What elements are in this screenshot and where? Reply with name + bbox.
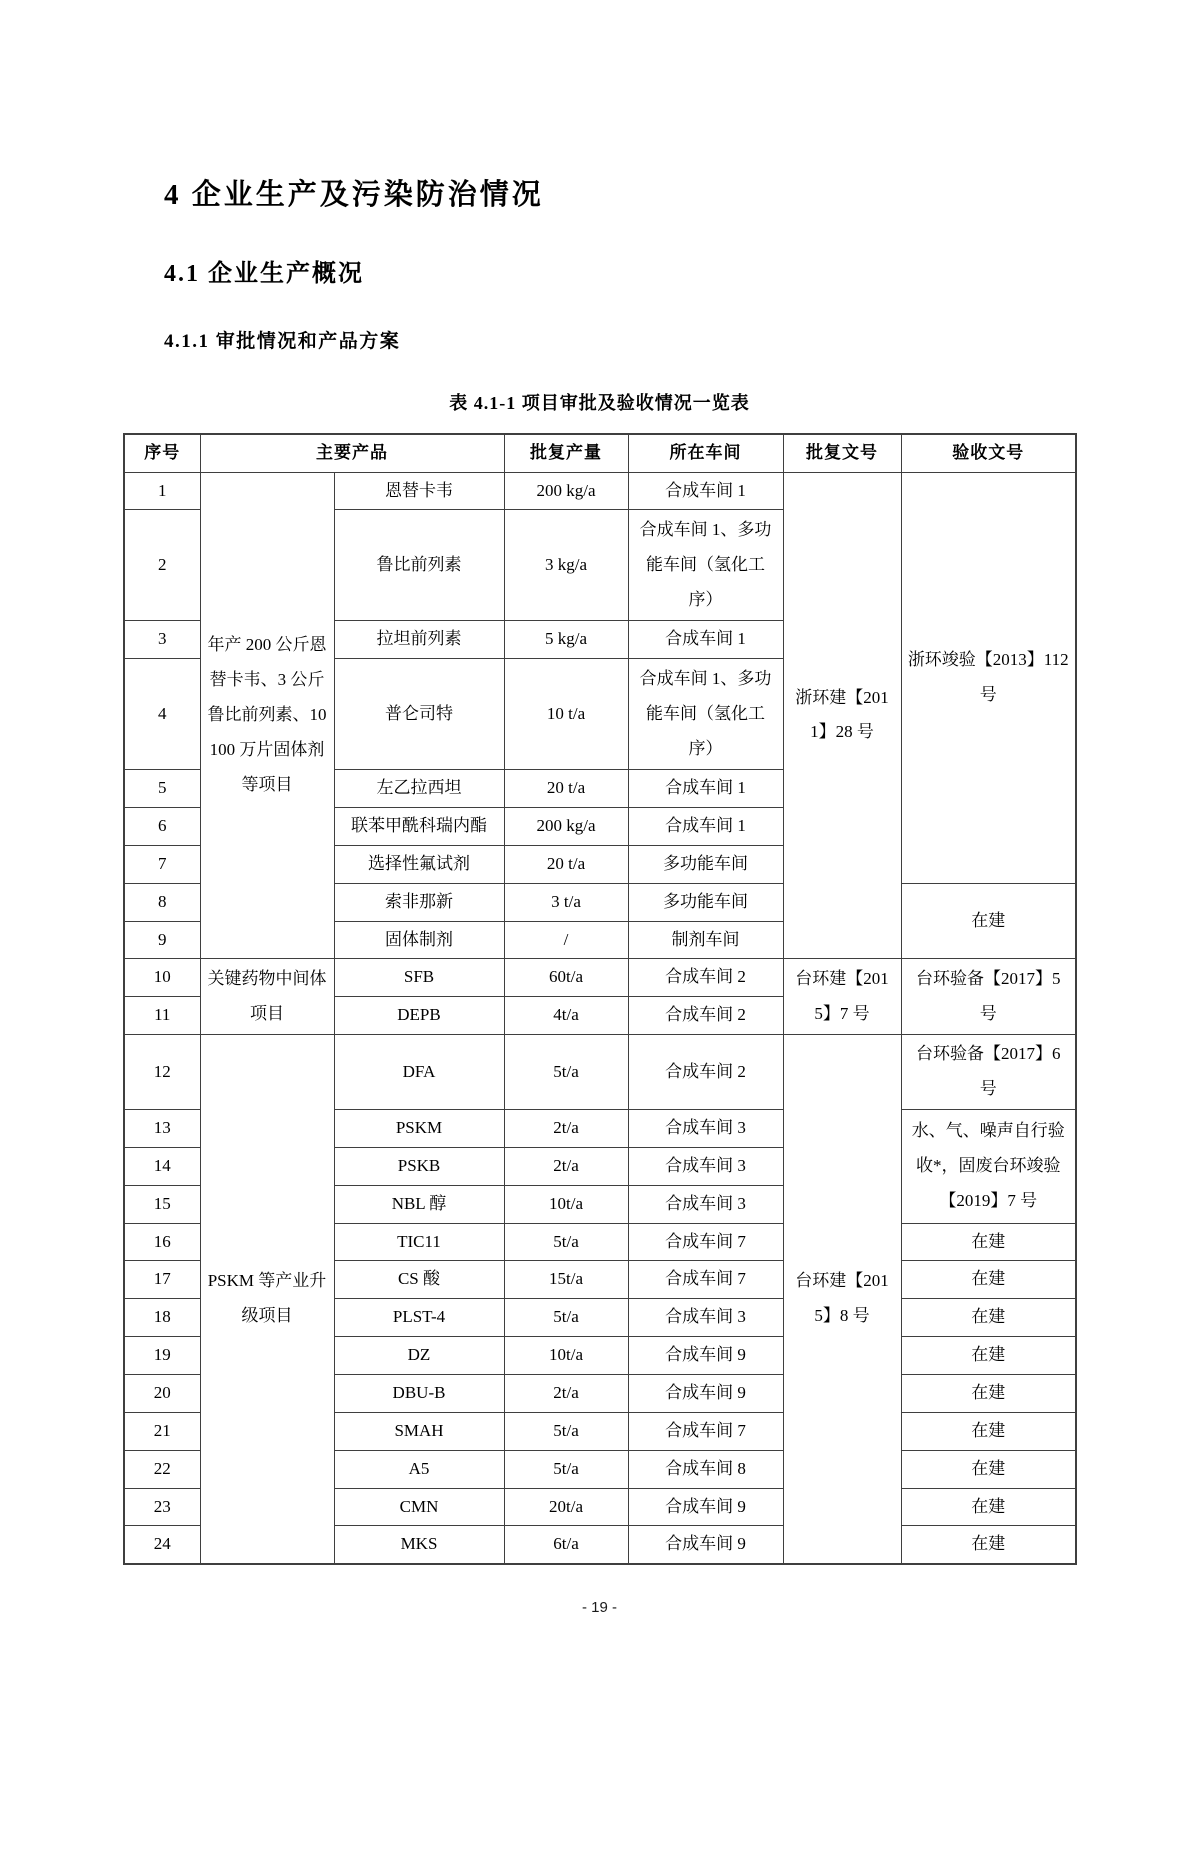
- header-approval: 批复文号: [783, 434, 901, 472]
- document-page: [0, 172, 1199, 1868]
- cell-workshop: 合成车间 3: [628, 1110, 783, 1148]
- subsection-heading: 4.1 企业生产概况: [164, 261, 364, 287]
- cell-product: MKS: [334, 1526, 504, 1564]
- table-row: [124, 472, 1076, 510]
- cell-capacity: 10t/a: [504, 1337, 628, 1375]
- cell-no: 3: [124, 621, 200, 659]
- cell-capacity: 2t/a: [504, 1110, 628, 1148]
- cell-approval-doc: 浙环建【2011】28 号: [783, 472, 901, 959]
- cell-workshop: 合成车间 3: [628, 1147, 783, 1185]
- cell-acceptance-doc: 在建: [901, 1412, 1076, 1450]
- subsubsection-heading: 4.1.1 审批情况和产品方案: [164, 331, 401, 352]
- cell-capacity: 6t/a: [504, 1526, 628, 1564]
- cell-capacity: /: [504, 921, 628, 959]
- cell-capacity: 5t/a: [504, 1299, 628, 1337]
- cell-product: CMN: [334, 1488, 504, 1526]
- cell-acceptance-doc: 在建: [901, 1488, 1076, 1526]
- cell-workshop: 多功能车间: [628, 883, 783, 921]
- header-product: 主要产品: [200, 434, 504, 472]
- cell-product: 拉坦前列素: [334, 621, 504, 659]
- cell-product: PSKB: [334, 1147, 504, 1185]
- cell-no: 11: [124, 997, 200, 1035]
- cell-acceptance-doc: 台环验备【2017】5 号: [901, 959, 1076, 1035]
- cell-workshop: 合成车间 2: [628, 1035, 783, 1110]
- cell-product: CS 酸: [334, 1261, 504, 1299]
- cell-acceptance-doc: 台环验备【2017】6 号: [901, 1035, 1076, 1110]
- cell-workshop: 合成车间 9: [628, 1337, 783, 1375]
- cell-capacity: 10t/a: [504, 1185, 628, 1223]
- cell-workshop: 合成车间 1: [628, 472, 783, 510]
- cell-capacity: 5t/a: [504, 1412, 628, 1450]
- cell-no: 21: [124, 1412, 200, 1450]
- cell-no: 17: [124, 1261, 200, 1299]
- cell-workshop: 合成车间 2: [628, 959, 783, 997]
- approval-table: [123, 433, 1077, 1565]
- cell-capacity: 15t/a: [504, 1261, 628, 1299]
- cell-no: 20: [124, 1375, 200, 1413]
- cell-workshop: 合成车间 9: [628, 1375, 783, 1413]
- cell-no: 18: [124, 1299, 200, 1337]
- cell-capacity: 2t/a: [504, 1147, 628, 1185]
- cell-workshop: 合成车间 3: [628, 1299, 783, 1337]
- cell-acceptance-doc: 在建: [901, 1261, 1076, 1299]
- cell-no: 13: [124, 1110, 200, 1148]
- cell-workshop: 合成车间 7: [628, 1223, 783, 1261]
- cell-workshop: 合成车间 1: [628, 808, 783, 846]
- header-capacity: 批复产量: [504, 434, 628, 472]
- cell-no: 8: [124, 883, 200, 921]
- cell-acceptance-doc: 在建: [901, 1223, 1076, 1261]
- table-header-row: [124, 434, 1076, 472]
- cell-acceptance-doc: 水、气、噪声自行验收*，固废台环竣验【2019】7 号: [901, 1110, 1076, 1224]
- cell-capacity: 3 kg/a: [504, 510, 628, 621]
- cell-approval-doc: 台环建【2015】8 号: [783, 1035, 901, 1565]
- section-heading: 4 企业生产及污染防治情况: [164, 179, 544, 211]
- cell-no: 1: [124, 472, 200, 510]
- cell-capacity: 20 t/a: [504, 770, 628, 808]
- cell-capacity: 4t/a: [504, 997, 628, 1035]
- cell-capacity: 2t/a: [504, 1375, 628, 1413]
- cell-capacity: 60t/a: [504, 959, 628, 997]
- cell-product: DZ: [334, 1337, 504, 1375]
- cell-no: 10: [124, 959, 200, 997]
- cell-workshop: 制剂车间: [628, 921, 783, 959]
- cell-product: NBL 醇: [334, 1185, 504, 1223]
- cell-workshop: 合成车间 1、多功能车间（氢化工序）: [628, 510, 783, 621]
- cell-capacity: 20 t/a: [504, 845, 628, 883]
- cell-approval-doc: 台环建【2015】7 号: [783, 959, 901, 1035]
- table-caption: 表 4.1-1 项目审批及验收情况一览表: [449, 393, 750, 413]
- cell-capacity: 5t/a: [504, 1223, 628, 1261]
- cell-no: 15: [124, 1185, 200, 1223]
- cell-no: 2: [124, 510, 200, 621]
- cell-product: 左乙拉西坦: [334, 770, 504, 808]
- cell-capacity: 5 kg/a: [504, 621, 628, 659]
- cell-product: PSKM: [334, 1110, 504, 1148]
- cell-capacity: 3 t/a: [504, 883, 628, 921]
- cell-workshop: 合成车间 9: [628, 1488, 783, 1526]
- cell-product: 索非那新: [334, 883, 504, 921]
- cell-product: DBU-B: [334, 1375, 504, 1413]
- cell-workshop: 合成车间 1: [628, 770, 783, 808]
- cell-workshop: 合成车间 1: [628, 621, 783, 659]
- cell-no: 16: [124, 1223, 200, 1261]
- cell-product: TIC11: [334, 1223, 504, 1261]
- cell-workshop: 合成车间 7: [628, 1261, 783, 1299]
- header-acceptance: 验收文号: [901, 434, 1076, 472]
- cell-workshop: 多功能车间: [628, 845, 783, 883]
- cell-no: 24: [124, 1526, 200, 1564]
- header-workshop: 所在车间: [628, 434, 783, 472]
- cell-workshop: 合成车间 9: [628, 1526, 783, 1564]
- cell-workshop: 合成车间 3: [628, 1185, 783, 1223]
- cell-acceptance-doc: 在建: [901, 1450, 1076, 1488]
- cell-acceptance-doc: 在建: [901, 1299, 1076, 1337]
- cell-product: DFA: [334, 1035, 504, 1110]
- cell-acceptance-doc: 浙环竣验【2013】112 号: [901, 472, 1076, 883]
- cell-no: 4: [124, 659, 200, 770]
- cell-product: 普仑司特: [334, 659, 504, 770]
- cell-product: SMAH: [334, 1412, 504, 1450]
- cell-capacity: 200 kg/a: [504, 472, 628, 510]
- cell-product: 联苯甲酰科瑞内酯: [334, 808, 504, 846]
- table-row: [124, 959, 1076, 997]
- cell-capacity: 200 kg/a: [504, 808, 628, 846]
- cell-workshop: 合成车间 8: [628, 1450, 783, 1488]
- cell-workshop: 合成车间 1、多功能车间（氢化工序）: [628, 659, 783, 770]
- cell-acceptance-doc: 在建: [901, 1526, 1076, 1564]
- cell-no: 5: [124, 770, 200, 808]
- cell-product: PLST-4: [334, 1299, 504, 1337]
- cell-project-group: PSKM 等产业升级项目: [200, 1035, 334, 1565]
- cell-product: 选择性氟试剂: [334, 845, 504, 883]
- cell-acceptance-doc: 在建: [901, 1337, 1076, 1375]
- cell-product: 固体制剂: [334, 921, 504, 959]
- cell-capacity: 10 t/a: [504, 659, 628, 770]
- table-row: [124, 1035, 1076, 1110]
- cell-product: DEPB: [334, 997, 504, 1035]
- cell-workshop: 合成车间 7: [628, 1412, 783, 1450]
- cell-workshop: 合成车间 2: [628, 997, 783, 1035]
- cell-no: 6: [124, 808, 200, 846]
- cell-acceptance-doc: 在建: [901, 883, 1076, 959]
- cell-product: 鲁比前列素: [334, 510, 504, 621]
- cell-no: 14: [124, 1147, 200, 1185]
- cell-no: 23: [124, 1488, 200, 1526]
- cell-product: 恩替卡韦: [334, 472, 504, 510]
- cell-project-group: 关键药物中间体项目: [200, 959, 334, 1035]
- page-number: - 19 -: [581, 1599, 617, 1617]
- cell-project-group: 年产 200 公斤恩替卡韦、3 公斤鲁比前列素、10100 万片固体剂等项目: [200, 472, 334, 959]
- cell-no: 22: [124, 1450, 200, 1488]
- cell-capacity: 5t/a: [504, 1450, 628, 1488]
- cell-acceptance-doc: 在建: [901, 1375, 1076, 1413]
- cell-no: 12: [124, 1035, 200, 1110]
- cell-capacity: 5t/a: [504, 1035, 628, 1110]
- header-no: 序号: [124, 434, 200, 472]
- cell-no: 7: [124, 845, 200, 883]
- cell-product: SFB: [334, 959, 504, 997]
- cell-no: 9: [124, 921, 200, 959]
- cell-product: A5: [334, 1450, 504, 1488]
- cell-capacity: 20t/a: [504, 1488, 628, 1526]
- cell-no: 19: [124, 1337, 200, 1375]
